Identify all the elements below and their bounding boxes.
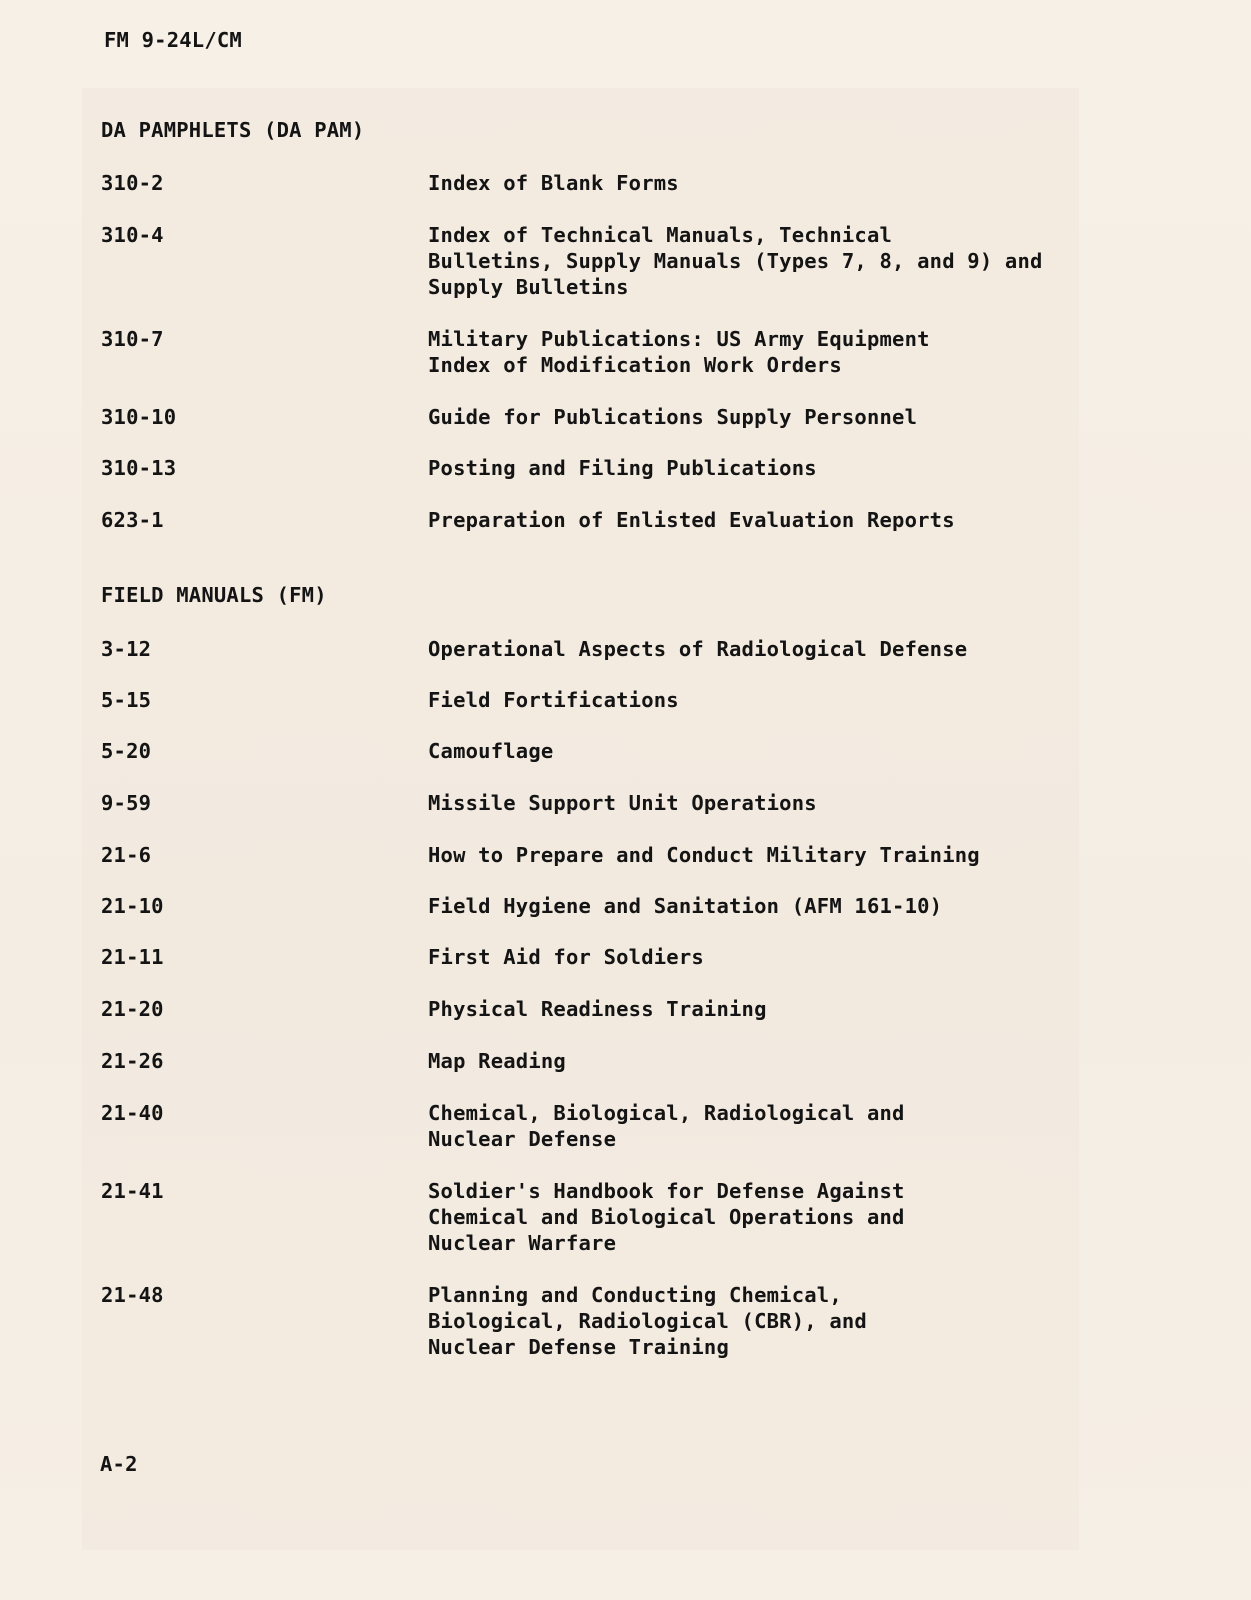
entry-title — [428, 1282, 1068, 1360]
entry-title — [428, 170, 1068, 196]
entry-title-line: Map Reading — [428, 1049, 566, 1073]
entry-title-line: How to Prepare and Conduct Military Training — [428, 843, 980, 867]
entry-title — [428, 687, 1068, 713]
entry-title — [428, 404, 1068, 430]
entry-number: 21-6 — [101, 843, 152, 867]
entry-title — [428, 507, 1068, 533]
entry-number: 310-10 — [101, 405, 177, 429]
entry-title-line: Bulletins, Supply Manuals (Types 7, 8, and 9) and — [428, 249, 1043, 273]
entry-title-line: Operational Aspects of Radiological Defense — [428, 637, 968, 661]
entry-title — [428, 996, 1068, 1022]
entry-title — [428, 842, 1068, 868]
section-heading-field-manuals: FIELD MANUALS (FM) — [101, 583, 327, 607]
entry-title-line: Soldier's Handbook for Defense Against — [428, 1179, 905, 1203]
entry-title — [428, 455, 1068, 481]
entry-number: 310-4 — [101, 223, 164, 247]
entry-title — [428, 222, 1068, 300]
entry-title-line: Index of Blank Forms — [428, 171, 679, 195]
entry-title-line: Nuclear Defense Training — [428, 1335, 730, 1359]
entry-title — [428, 1178, 1068, 1256]
entry-title — [428, 636, 1068, 662]
entry-title-line: Biological, Radiological (CBR), and — [428, 1309, 867, 1333]
entry-title-line: Index of Technical Manuals, Technical — [428, 223, 893, 247]
entry-title-line: Guide for Publications Supply Personnel — [428, 405, 918, 429]
entry-title-line: Chemical, Biological, Radiological and — [428, 1101, 905, 1125]
entry-number: 5-20 — [101, 739, 152, 763]
entry-title-line: Planning and Conducting Chemical, — [428, 1283, 842, 1307]
page-number: A-2 — [100, 1452, 138, 1476]
entry-number: 310-7 — [101, 327, 164, 351]
entry-number: 3-12 — [101, 637, 152, 661]
entry-title-line: Missile Support Unit Operations — [428, 791, 817, 815]
entry-title-line: Posting and Filing Publications — [428, 456, 817, 480]
section-heading-da-pam: DA PAMPHLETS (DA PAM) — [101, 118, 365, 142]
entry-number: 21-11 — [101, 945, 164, 969]
entry-title-line: Nuclear Defense — [428, 1127, 617, 1151]
entry-number: 21-40 — [101, 1101, 164, 1125]
entry-title — [428, 1100, 1068, 1152]
entry-title — [428, 790, 1068, 816]
entry-title-line: First Aid for Soldiers — [428, 945, 704, 969]
entry-number: 9-59 — [101, 791, 152, 815]
entry-title-line: Index of Modification Work Orders — [428, 353, 842, 377]
entry-title-line: Military Publications: US Army Equipment — [428, 327, 930, 351]
entry-number: 5-15 — [101, 688, 152, 712]
entry-title-line: Nuclear Warfare — [428, 1231, 617, 1255]
entry-title-line: Field Fortifications — [428, 688, 679, 712]
entry-title-line: Preparation of Enlisted Evaluation Reports — [428, 508, 955, 532]
entry-title — [428, 1048, 1068, 1074]
entry-number: 21-41 — [101, 1179, 164, 1203]
entry-number: 21-48 — [101, 1283, 164, 1307]
entry-title — [428, 326, 1068, 378]
entry-title — [428, 893, 1068, 919]
entry-title-line: Supply Bulletins — [428, 275, 629, 299]
entry-number: 21-20 — [101, 997, 164, 1021]
entry-title-line: Field Hygiene and Sanitation (AFM 161-10) — [428, 894, 943, 918]
entry-title — [428, 944, 1068, 970]
entry-number: 623-1 — [101, 508, 164, 532]
entry-number: 21-10 — [101, 894, 164, 918]
entry-number: 310-13 — [101, 456, 177, 480]
document-id: FM 9-24L/CM — [104, 28, 242, 52]
entry-title — [428, 738, 1068, 764]
entry-number: 310-2 — [101, 171, 164, 195]
entry-title-line: Chemical and Biological Operations and — [428, 1205, 905, 1229]
entry-title-line: Camouflage — [428, 739, 554, 763]
entry-number: 21-26 — [101, 1049, 164, 1073]
entry-title-line: Physical Readiness Training — [428, 997, 767, 1021]
